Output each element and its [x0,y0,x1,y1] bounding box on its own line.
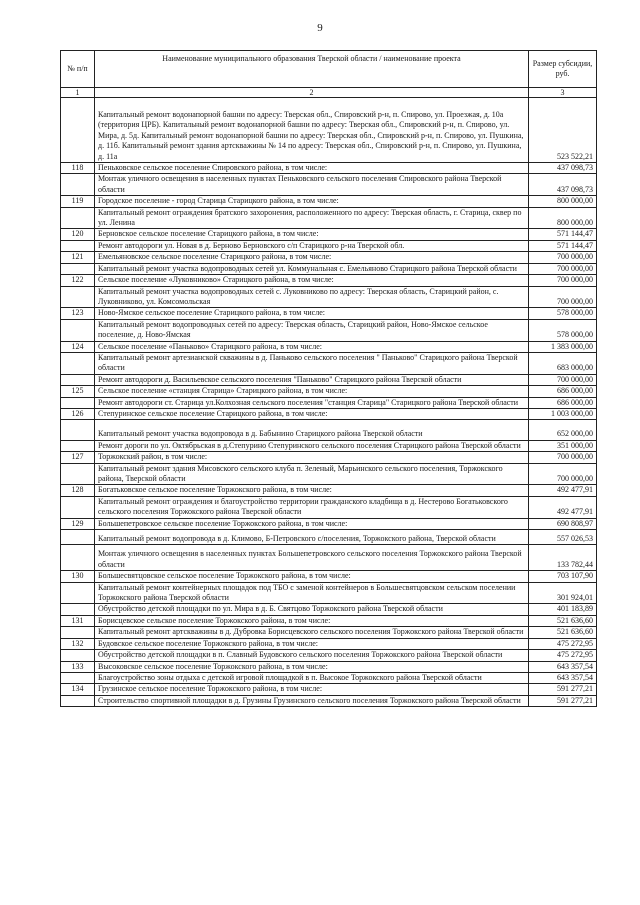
header-num: № п/п [61,51,95,88]
row-amount: 1 383 000,00 [529,341,597,352]
row-number: 130 [61,571,95,582]
row-amount: 652 000,00 [529,420,597,440]
table-row [61,196,597,207]
row-amount: 475 272,95 [529,650,597,661]
row-amount: 686 000,00 [529,397,597,408]
row-number [61,207,95,229]
table-row [61,518,597,529]
table-row [61,352,597,374]
row-name: Капитальный ремонт здания Мисовского сельского клуба п. Зеленый, Марьинского сельского поселения, Торжокского района, Тверской области [95,463,529,485]
row-name: Капитальный ремонт участка водопроводных сетей ул. Коммунальная с. Емельяново Старицкого района Тверской области [95,263,529,274]
row-number: 121 [61,252,95,263]
row-amount: 571 144,47 [529,229,597,240]
row-amount: 700 000,00 [529,286,597,308]
row-name: Высоковское сельское поселение Торжокского района, в том числе: [95,661,529,672]
row-name: Сельское поселение «станция Старица» Старицкого района, в том числе: [95,386,529,397]
row-name: Капитальный ремонт водопроводных сетей по адресу: Тверская область, Старицкий район, Ново-Ямское сельское поселение, д. Ново-Ямская [95,319,529,341]
table-row [61,207,597,229]
table-row [61,684,597,695]
row-name: Капитальный ремонт водопровода в д. Климово, Б-Петровского с/поселения, Торжокского района, Тверской области [95,530,529,545]
row-amount: 475 272,95 [529,638,597,649]
row-number [61,463,95,485]
table-row [61,275,597,286]
table-row [61,463,597,485]
row-name: Грузинское сельское поселение Торжокского района, в том числе: [95,684,529,695]
table-row [61,263,597,274]
table-header [61,51,597,88]
row-name: Богатьковское сельское поселение Торжокского района, в том числе: [95,485,529,496]
row-number [61,352,95,374]
row-number: 118 [61,163,95,174]
row-number [61,397,95,408]
row-amount: 492 477,91 [529,485,597,496]
row-number [61,420,95,440]
row-number [61,240,95,251]
row-amount: 800 000,00 [529,207,597,229]
row-amount: 703 107,90 [529,571,597,582]
table-row [61,386,597,397]
page-number: 9 [317,22,323,34]
table-row [61,615,597,626]
row-amount: 578 000,00 [529,319,597,341]
subsidy-table [60,50,597,707]
row-name: Капитальный ремонт артезианской скважины в д. Паньково сельского поселения " Паньково" Старицкого района Тверской области [95,352,529,374]
row-name: Монтаж уличного освещения в населенных пунктах Пеньковского сельского поселения Спировского района Тверской области [95,174,529,196]
row-amount: 351 000,00 [529,440,597,451]
row-name: Ремонт автодороги ул. Новая в д. Берново Берновского с/п Старицкого р-на Тверской обл. [95,240,529,251]
row-amount: 521 636,60 [529,627,597,638]
table-row [61,672,597,683]
row-name: Пеньковское сельское поселение Спировского района, в том числе: [95,163,529,174]
row-amount: 133 782,44 [529,545,597,571]
row-number: 132 [61,638,95,649]
row-name: Будовское сельское поселение Торжокского района, в том числе: [95,638,529,649]
table-row [61,229,597,240]
row-name: Большепетровское сельское поселение Торжокского района, в том числе: [95,518,529,529]
header-name: Наименование муниципального образования Тверской области / наименование проекта [95,51,529,88]
column-index-row [61,88,597,98]
table-row [61,397,597,408]
row-number [61,496,95,518]
row-number [61,530,95,545]
row-name: Сельское поселение «Луковниково» Старицкого района, в том числе: [95,275,529,286]
row-amount: 690 808,97 [529,518,597,529]
row-number [61,263,95,274]
table-row [61,440,597,451]
row-amount: 557 026,53 [529,530,597,545]
table-row [61,341,597,352]
row-amount: 571 144,47 [529,240,597,251]
row-number: 127 [61,452,95,463]
row-name: Капитальный ремонт контейнерных площадок под ТБО с заменой контейнеров в Большесвятцовском сельском поселении Торжокского района Тверской области [95,582,529,604]
table-row [61,638,597,649]
row-name: Борисцевское сельское поселение Торжокского района, в том числе: [95,615,529,626]
row-number [61,604,95,615]
table-row [61,485,597,496]
row-name: Берновское сельское поселение Старицкого района, в том числе: [95,229,529,240]
row-number: 133 [61,661,95,672]
table-row [61,530,597,545]
row-name: Капитальный ремонт ограждения и благоустройство территории гражданского кладбища в д. Нестерово Богатьковского сельского поселения Торжокского района Тверской области [95,496,529,518]
table-row [61,661,597,672]
row-name: Благоустройство зоны отдыха с детской игровой площадкой в п. Высокое Торжокского района Тверской области [95,672,529,683]
table-row [61,571,597,582]
column-index: 2 [95,88,529,98]
row-number: 129 [61,518,95,529]
table-row [61,174,597,196]
table-row [61,374,597,385]
row-amount: 437 098,73 [529,174,597,196]
row-amount: 437 098,73 [529,163,597,174]
table-row [61,319,597,341]
row-amount: 700 000,00 [529,252,597,263]
table-row [61,650,597,661]
row-number [61,374,95,385]
row-amount: 700 000,00 [529,275,597,286]
row-amount: 578 000,00 [529,308,597,319]
row-name: Степуринское сельское поселение Старицкого района, в том числе: [95,408,529,419]
row-name: Большесвятцовское сельское поселение Торжокского района, в том числе: [95,571,529,582]
row-name: Капитальный ремонт участка водопровода в д. Бабынино Старицкого района Тверской области [95,420,529,440]
row-number [61,319,95,341]
row-amount: 686 000,00 [529,386,597,397]
table-row [61,452,597,463]
row-number: 123 [61,308,95,319]
table-row [61,582,597,604]
row-amount: 492 477,91 [529,496,597,518]
row-name: Капитальный ремонт водонапорной башни по адресу: Тверская обл., Спировский р-н, п. Спирово, ул. Проезжая, д. 10а (территория ЦРБ). Капитальный ремонт водонапорной башни по адресу: Тверская обл., Спировский р-н, п. Спирово, ул. Мира, д. 5д. Капитальный ремонт водонапорной башни по адресу: Тверская обл., Спировский р-н, п. Спирово, ул. Пушкина, д. 11б. Капитальный ремонт здания артскважины № 14 по адресу: Тверская обл., Спировский р-н, п. Спирово, ул. Пушкина, д. 11а [95,98,529,163]
row-name: Емельяновское сельское поселение Старицкого района, в том числе: [95,252,529,263]
row-number: 125 [61,386,95,397]
row-amount: 700 000,00 [529,452,597,463]
header-amount: Размер субсидии, руб. [529,51,597,88]
row-number: 134 [61,684,95,695]
row-name: Капитальный ремонт ограждения братского захоронения, расположенного по адресу: Тверская область, г. Старица, сквер по ул. Ленина [95,207,529,229]
column-index: 1 [61,88,95,98]
row-number: 122 [61,275,95,286]
table-row [61,163,597,174]
row-name: Ремонт автодороги ст. Старица ул.Колхозная сельского поселения "станция Старица" Старицкого района Тверской области [95,397,529,408]
row-amount: 800 000,00 [529,196,597,207]
row-amount: 700 000,00 [529,374,597,385]
row-name: Торжокский район, в том числе: [95,452,529,463]
row-amount: 683 000,00 [529,352,597,374]
table-row [61,695,597,706]
table-row [61,308,597,319]
table-body [61,98,597,707]
table-row [61,545,597,571]
row-number [61,672,95,683]
row-amount: 401 183,89 [529,604,597,615]
row-number [61,440,95,451]
row-name: Капитальный ремонт участка водопроводных сетей с. Луковниково по адресу: Тверская область, Старицкий район, с. Луковниково, ул. Комсомольская [95,286,529,308]
row-amount: 301 924,01 [529,582,597,604]
row-number: 126 [61,408,95,419]
table-row [61,252,597,263]
row-name: Ново-Ямское сельское поселение Старицкого района, в том числе: [95,308,529,319]
table-row [61,496,597,518]
row-amount: 521 636,60 [529,615,597,626]
row-amount: 700 000,00 [529,463,597,485]
row-name: Ремонт дороги по ул. Октябрьская в д.Степурино Степуринского сельского поселения Старицкого района Тверской области [95,440,529,451]
row-amount: 1 003 000,00 [529,408,597,419]
row-number [61,174,95,196]
row-number [61,695,95,706]
row-number [61,545,95,571]
table-row [61,604,597,615]
row-name: Обустройство детской площадки в п. Славный Будовского сельского поселения Торжокского района Тверской области [95,650,529,661]
row-number [61,650,95,661]
row-number: 128 [61,485,95,496]
row-number [61,286,95,308]
row-amount: 643 357,54 [529,672,597,683]
row-number: 124 [61,341,95,352]
row-amount: 643 357,54 [529,661,597,672]
row-number: 131 [61,615,95,626]
table-row [61,286,597,308]
row-amount: 591 277,21 [529,684,597,695]
row-name: Строительство спортивной площадки в д. Грузины Грузинского сельского поселения Торжокского района Тверской области [95,695,529,706]
row-name: Обустройство детской площадки по ул. Мира в д. Б. Святцово Торжокского района Тверской области [95,604,529,615]
row-number: 120 [61,229,95,240]
table-row [61,627,597,638]
row-name: Городское поселение - город Старица Старицкого района, в том числе: [95,196,529,207]
table-row [61,98,597,163]
row-number [61,98,95,163]
table-row [61,408,597,419]
row-number [61,627,95,638]
row-amount: 591 277,21 [529,695,597,706]
row-number: 119 [61,196,95,207]
row-amount: 700 000,00 [529,263,597,274]
row-amount: 523 522,21 [529,98,597,163]
table-row [61,420,597,440]
row-name: Ремонт автодороги д. Васильевское сельского поселения "Паньково" Старицкого района Тверской области [95,374,529,385]
row-name: Капитальный ремонт артскважины в д. Дубровка Борисцевского сельского поселения Торжокского района Тверской области [95,627,529,638]
table-row [61,240,597,251]
row-number [61,582,95,604]
row-name: Сельское поселение «Паньково» Старицкого района, в том числе: [95,341,529,352]
column-index: 3 [529,88,597,98]
row-name: Монтаж уличного освещения в населенных пунктах Большепетровского сельского поселения Торжокского района Тверской области [95,545,529,571]
